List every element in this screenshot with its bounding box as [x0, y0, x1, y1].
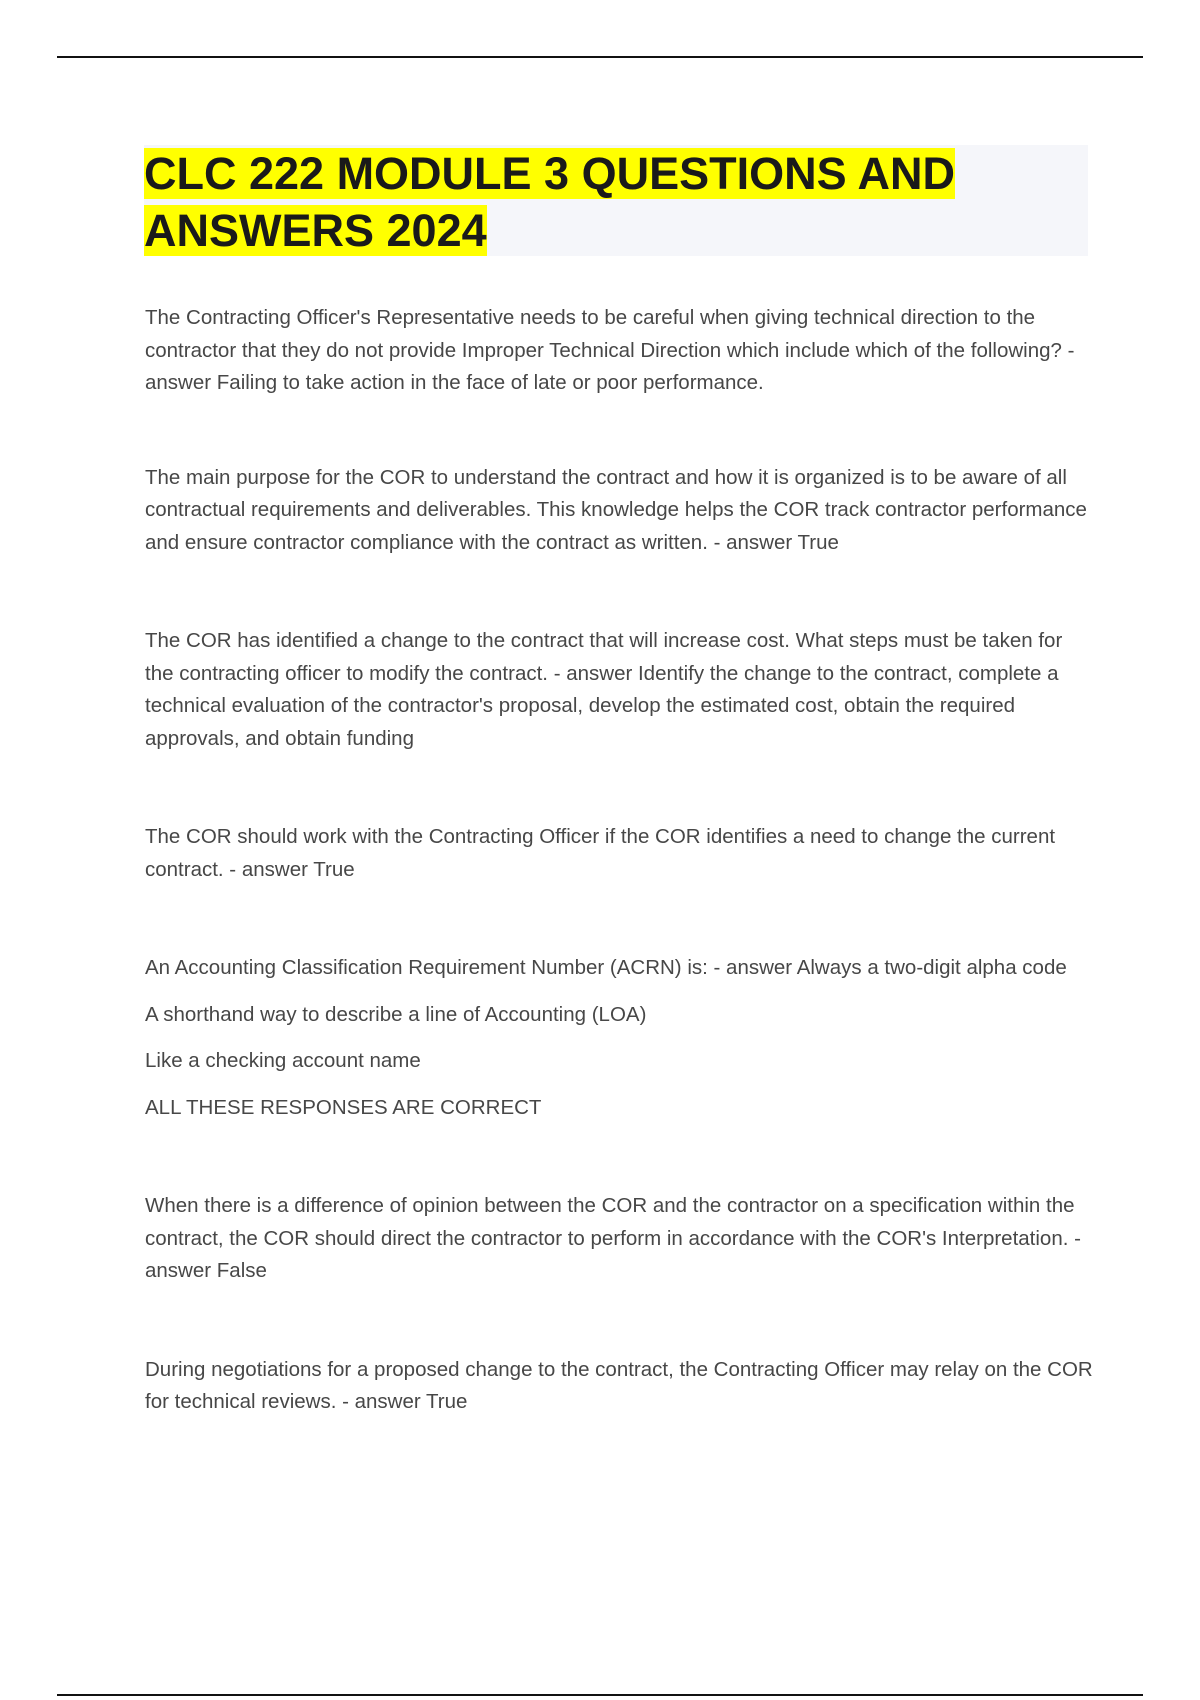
acrn-option-1: A shorthand way to describe a line of Accounting (LOA)	[145, 1002, 647, 1026]
question-4: The COR should work with the Contracting Officer if the COR identifies a need to change the current contract. - answer True	[145, 825, 1056, 881]
title-block	[144, 145, 1088, 256]
document-body	[145, 302, 1095, 1419]
question-7: During negotiations for a proposed change to the contract, the Contracting Officer may relay on the COR for technical reviews. - answer True	[145, 1357, 1093, 1413]
question-6: When there is a difference of opinion between the COR and the contractor on a specification within the contract, the COR should direct the contractor to perform in accordance with the COR's Interpretation. - answer False	[145, 1194, 1081, 1282]
title-line-2: ANSWERS 2024	[144, 205, 487, 256]
acrn-option-3: ALL THESE RESPONSES ARE CORRECT	[145, 1095, 542, 1119]
title-line-1: CLC 222 MODULE 3 QUESTIONS AND	[144, 148, 955, 199]
document-title	[144, 145, 1088, 259]
question-5: An Accounting Classification Requirement Number (ACRN) is: - answer Always a two-digit alpha code	[145, 956, 1067, 979]
question-1: The Contracting Officer's Representative needs to be careful when giving technical direction to the contractor that they do not provide Improper Technical Direction which include which of the following? - answer Failing to take action in the face of late or poor performance.	[145, 306, 1075, 394]
header-rule	[57, 56, 1143, 58]
acrn-option-2: Like a checking account name	[145, 1049, 421, 1072]
question-3: The COR has identified a change to the contract that will increase cost. What steps must be taken for the contracting officer to modify the contract. - answer Identify the change to the contract, complete a technical evaluation of the contractor's proposal, develop the estimated cost, obtain the required approvals, and obtain funding	[145, 629, 1063, 750]
question-2: The main purpose for the COR to understand the contract and how it is organized is to be aware of all contractual requirements and deliverables. This knowledge helps the COR track contractor performance and ensure contractor compliance with the contract as written. - answer True	[145, 465, 1087, 554]
footer-rule	[57, 1694, 1143, 1696]
